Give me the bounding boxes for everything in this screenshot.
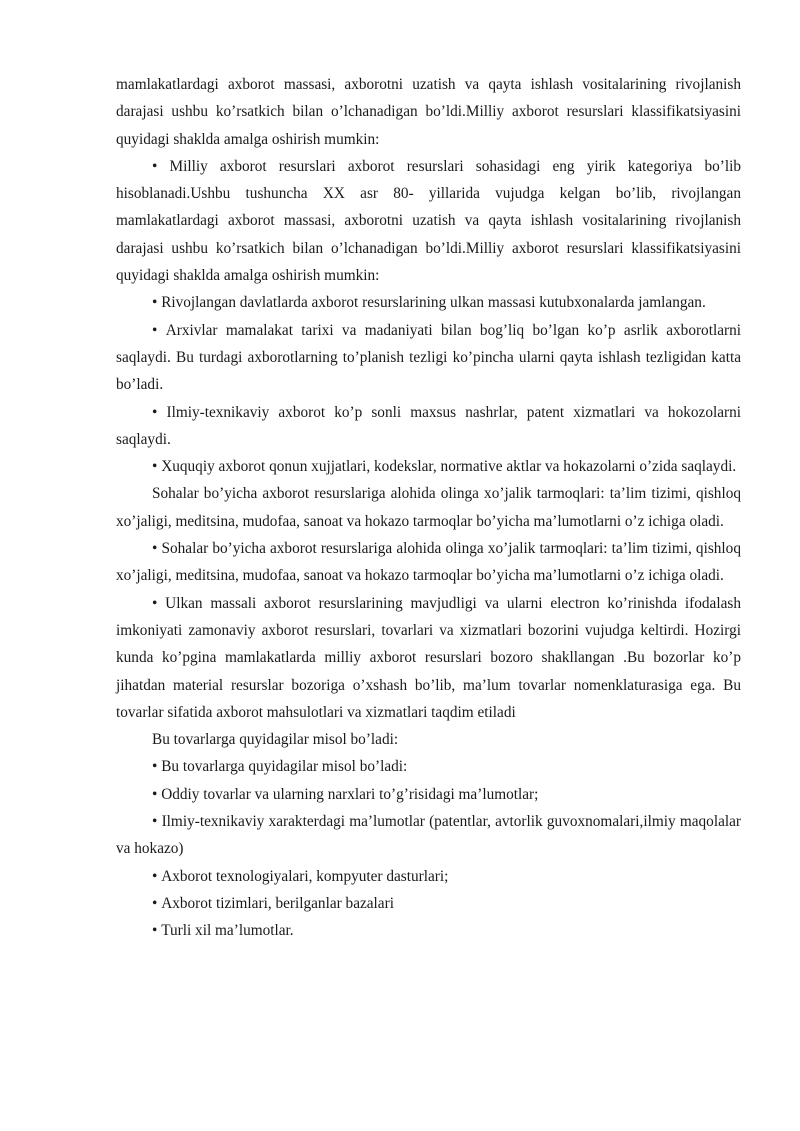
- bullet-item: • Rivojlangan davlatlarda axborot resurslarining ulkan massasi kutubxonalarda jamlangan.: [116, 289, 741, 316]
- bullet-item: • Bu tovarlarga quyidagilar misol bo’ladi:: [116, 753, 741, 780]
- bullet-item: • Ulkan massali axborot resurslarining mavjudligi va ularni electron ko’rinishda ifodalash imkoniyati zamonaviy axborot resurslari, tovarlari va xizmatlari bozorini vujudga keltirdi. Hozirgi kunda ko’pgina mamlakatlarda milliy axborot resurslari bozoro shakllangan .Bu bozorlar ko’p jihatdan material resurslar bozoriga o’xshash bo’lib, ma’lum tovarlar nomenklaturasiga ega. Bu tovarlar sifatida axborot mahsulotlari va xizmatlari taqdim etiladi: [116, 590, 741, 726]
- bullet-item: • Oddiy tovarlar va ularning narxlari to’g’risidagi ma’lumotlar;: [116, 781, 741, 808]
- body-text: [116, 71, 741, 945]
- bullet-item: • Ilmiy-texnikaviy xarakterdagi ma’lumotlar (patentlar, avtorlik guvoxnomalari,ilmiy maqolalar va hokazo): [116, 808, 741, 863]
- paragraph: mamlakatlardagi axborot massasi, axborotni uzatish va qayta ishlash vositalarining rivojlanish darajasi ushbu ko’rsatkich bilan o’lchanadigan bo’ldi.Milliy axborot resurslari klassifikatsiyasini quyidagi shaklda amalga oshirish mumkin:: [116, 76, 741, 148]
- bullet-item: • Xuquqiy axborot qonun xujjatlari, kodekslar, normative aktlar va hokazolarni o’zida saqlaydi.: [116, 453, 741, 480]
- bullet-item: • Milliy axborot resurslari axborot resurslari sohasidagi eng yirik kategoriya bo’lib hisoblanadi.Ushbu tushuncha XX asr 80- yillarida vujudga kelgan bo’lib, rivojlangan mamlakatlardagi axborot massasi, axborotni uzatish va qayta ishlash vositalarining rivojlanish darajasi ushbu ko’rsatkich bilan o’lchanadigan bo’ldi.Milliy axborot resurslari klassifikatsiyasini quyidagi shaklda amalga oshirish mumkin:: [116, 153, 741, 289]
- paragraph: Sohalar bo’yicha axborot resurslariga alohida olinga xo’jalik tarmoqlari: ta’lim tizimi, qishloq xo’jaligi, meditsina, mudofaa, sanoat va hokazo tarmoqlar bo’yicha ma’lumotlarni o’z ichiga oladi.: [116, 485, 741, 530]
- bullet-item: • Sohalar bo’yicha axborot resurslariga alohida olinga xo’jalik tarmoqlari: ta’lim tizimi, qishloq xo’jaligi, meditsina, mudofaa, sanoat va hokazo tarmoqlar bo’yicha ma’lumotlarni o’z ichiga oladi.: [116, 535, 741, 590]
- bullet-item: • Ilmiy-texnikaviy axborot ko’p sonli maxsus nashrlar, patent xizmatlari va hokozolarni saqlaydi.: [116, 399, 741, 454]
- bullet-item: • Axborot tizimlari, berilganlar bazalari: [116, 890, 741, 917]
- bullet-item: • Axborot texnologiyalari, kompyuter dasturlari;: [116, 863, 741, 890]
- bullet-item: • Arxivlar mamalakat tarixi va madaniyati bilan bog’liq bo’lgan ko’p asrlik axborotlarni saqlaydi. Bu turdagi axborotlarning to’planish tezligi ko’pincha ularni qayta ishlash tezligidan katta bo’ladi.: [116, 317, 741, 399]
- bullet-item: • Turli xil ma’lumotlar.: [116, 917, 741, 944]
- paragraph: Bu tovarlarga quyidagilar misol bo’ladi:: [152, 731, 399, 749]
